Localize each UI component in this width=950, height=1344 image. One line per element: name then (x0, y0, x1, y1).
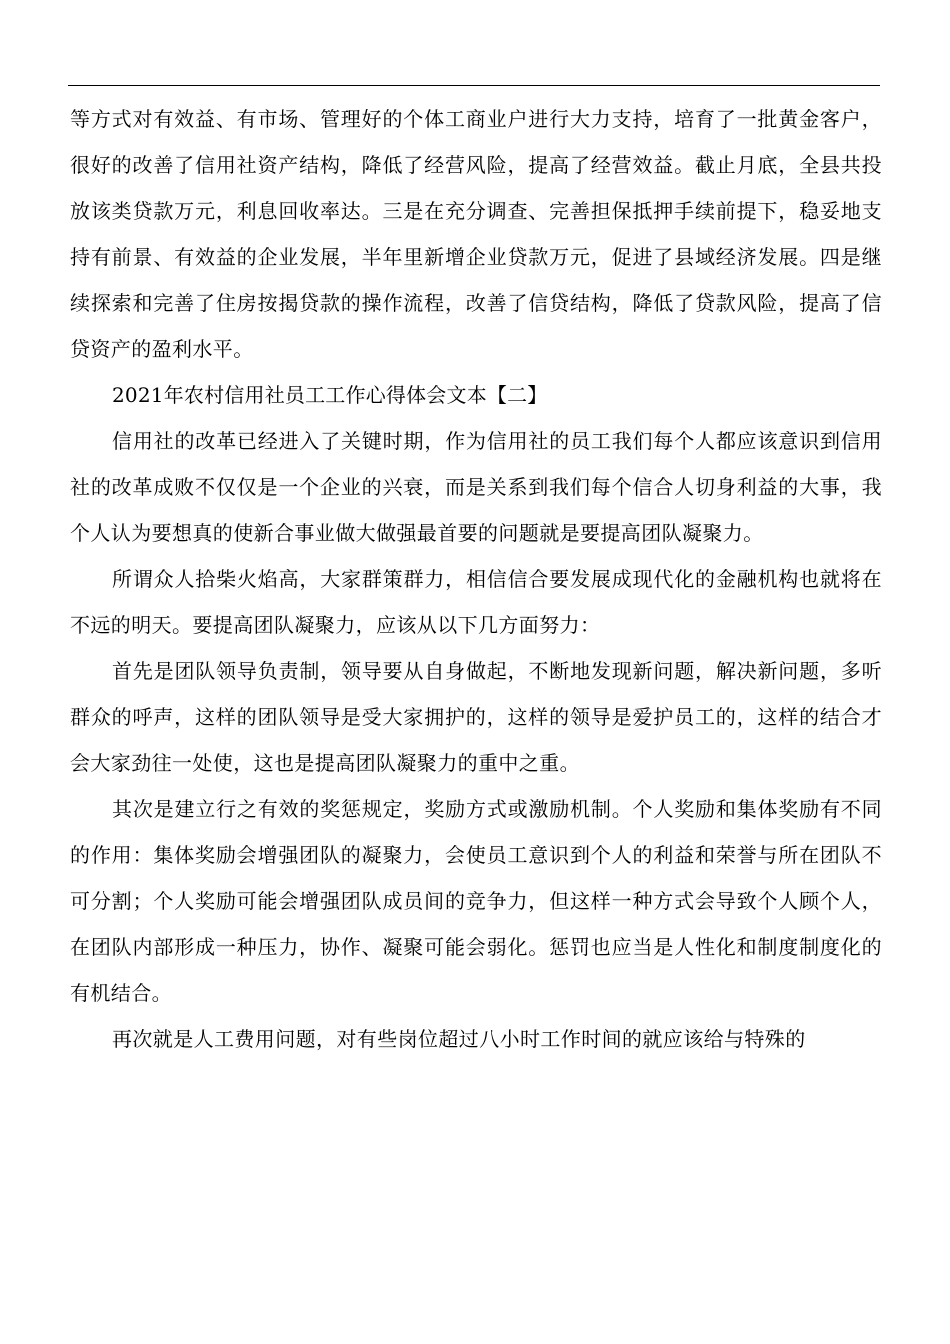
document-body (70, 96, 882, 1062)
section-heading: 2021年农村信用社员工工作心得体会文本【二】 (112, 383, 548, 407)
paragraph-continuation: 等方式对有效益、有市场、管理好的个体工商业户进行大力支持，培育了一批黄金客户，很好的改善了信用社资产结构，降低了经营风险，提高了经营效益。截止月底，全县共投放该类贷款万元，利息回收率达。三是在充分调查、完善担保抵押手续前提下，稳妥地支持有前景、有效益的企业发展，半年里新增企业贷款万元，促进了县域经济发展。四是继续探索和完善了住房按揭贷款的操作流程，改善了信贷结构，降低了贷款风险，提高了信贷资产的盈利水平。 (70, 107, 882, 361)
paragraph: 再次就是人工费用问题，对有些岗位超过八小时工作时间的就应该给与特殊的 (112, 1027, 806, 1051)
paragraph: 所谓众人拾柴火焰高，大家群策群力，相信信合要发展成现代化的金融机构也就将在不远的明天。要提高团队凝聚力，应该从以下几方面努力： (70, 567, 882, 637)
header-rule (68, 85, 880, 86)
paragraph: 信用社的改革已经进入了关键时期，作为信用社的员工我们每个人都应该意识到信用社的改革成败不仅仅是一个企业的兴衰，而是关系到我们每个信合人切身利益的大事，我个人认为要想真的使新合事业做大做强最首要的问题就是要提高团队凝聚力。 (70, 429, 882, 545)
paragraph: 首先是团队领导负责制，领导要从自身做起，不断地发现新问题，解决新问题，多听群众的呼声，这样的团队领导是受大家拥护的，这样的领导是爱护员工的，这样的结合才会大家劲往一处使，这也是提高团队凝聚力的重中之重。 (70, 659, 882, 775)
paragraph: 其次是建立行之有效的奖惩规定，奖励方式或激励机制。个人奖励和集体奖励有不同的作用：集体奖励会增强团队的凝聚力，会使员工意识到个人的利益和荣誉与所在团队不可分割；个人奖励可能会增强团队成员间的竞争力，但这样一种方式会导致个人顾个人，在团队内部形成一种压力，协作、凝聚可能会弱化。惩罚也应当是人性化和制度制度化的有机结合。 (70, 797, 882, 1005)
